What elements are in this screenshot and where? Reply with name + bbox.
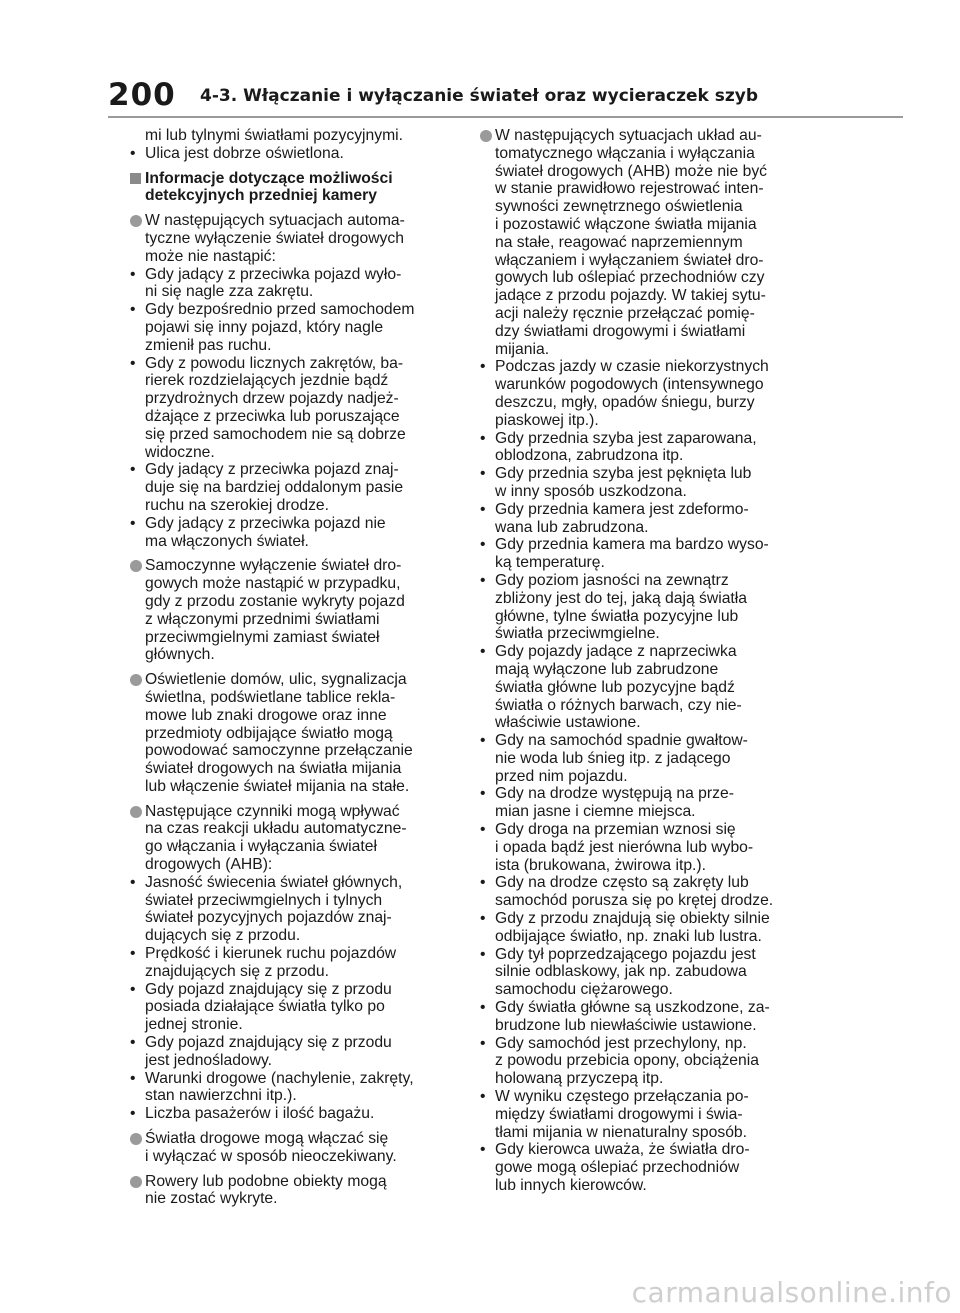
line-text: stan nawierzchni itp.). bbox=[145, 1087, 297, 1105]
line-text: wana lub zabrudzona. bbox=[495, 518, 649, 536]
text-line bbox=[480, 981, 810, 999]
text-line bbox=[480, 269, 810, 287]
line-text: Gdy droga na przemian wznosi się bbox=[495, 821, 736, 839]
text-line bbox=[130, 479, 455, 497]
line-text: Gdy samochód jest przechylony, np. bbox=[495, 1034, 747, 1052]
bullet-item bbox=[480, 999, 810, 1017]
text-line bbox=[480, 839, 810, 857]
line-text: Gdy przednia kamera jest zdeformo- bbox=[495, 500, 749, 518]
line-text: świateł drogowych (AHB) może nie być bbox=[495, 162, 768, 180]
line-text: z powodu przebicia opony, obciążenia bbox=[495, 1052, 759, 1070]
text-line bbox=[130, 593, 455, 611]
text-line bbox=[130, 838, 455, 856]
bullet-item bbox=[480, 910, 810, 928]
line-text: Następujące czynniki mogą wpływać bbox=[145, 802, 400, 820]
text-line bbox=[480, 857, 810, 875]
text-line bbox=[130, 319, 455, 337]
text-line bbox=[130, 707, 455, 725]
text-line bbox=[480, 519, 810, 537]
line-text: główne, tylne światła pozycyjne lub bbox=[495, 607, 739, 625]
line-text: mijania. bbox=[495, 340, 550, 358]
text-line bbox=[480, 447, 810, 465]
line-text: Ulica jest dobrze oświetlona. bbox=[145, 144, 344, 162]
bullet-item bbox=[480, 874, 810, 892]
circle-bullet-icon bbox=[130, 1133, 142, 1145]
line-text: Gdy poziom jasności na zewnątrz bbox=[495, 571, 729, 589]
line-text: w stanie prawidłowo rejestrować inten- bbox=[495, 180, 764, 198]
text-line bbox=[480, 697, 810, 715]
text-line bbox=[130, 856, 455, 874]
bullet-item bbox=[480, 785, 810, 803]
header-divider bbox=[108, 116, 903, 118]
text-line bbox=[480, 198, 810, 216]
bullet-item bbox=[480, 358, 810, 376]
note-item bbox=[130, 1130, 455, 1148]
line-text: dzy światłami drogowymi i światłami bbox=[495, 322, 746, 340]
text-line bbox=[480, 554, 810, 572]
text-line bbox=[480, 1017, 810, 1035]
bullet-item bbox=[130, 515, 455, 533]
line-text: rierek rozdzielających jezdnie bądź bbox=[145, 372, 389, 390]
line-text: powodować samoczynne przełączanie bbox=[145, 742, 413, 760]
text-line bbox=[130, 390, 455, 408]
text-line bbox=[480, 341, 810, 359]
line-text: gowych może nastąpić w przypadku, bbox=[145, 575, 401, 593]
text-line bbox=[130, 575, 455, 593]
line-text: duje się na bardziej oddalonym pasie bbox=[145, 479, 404, 497]
bullet-item bbox=[480, 501, 810, 519]
text-line bbox=[480, 394, 810, 412]
line-text: nie zostać wykryte. bbox=[145, 1190, 278, 1208]
text-line bbox=[480, 1106, 810, 1124]
line-text: Informacje dotyczące możliwości bbox=[145, 169, 393, 187]
line-text: światła główne lub pozycyjne bądź bbox=[495, 678, 735, 696]
circle-bullet-icon bbox=[130, 215, 142, 227]
text-line bbox=[480, 1124, 810, 1142]
text-line bbox=[480, 483, 810, 501]
line-text: mi lub tylnymi światłami pozycyjnymi. bbox=[145, 127, 404, 144]
text-line bbox=[130, 1148, 455, 1166]
line-text: Gdy na drodze często są zakręty lub bbox=[495, 874, 749, 892]
line-text: jadące z przodu pojazdy. W takiej sytu- bbox=[495, 287, 766, 305]
text-line bbox=[130, 998, 455, 1016]
line-text: pojawi się inny pojazd, który nagle bbox=[145, 318, 384, 336]
text-line bbox=[480, 1159, 810, 1177]
text-line bbox=[130, 426, 455, 444]
bullet-item bbox=[480, 465, 810, 483]
text-line bbox=[480, 803, 810, 821]
bullet-item bbox=[130, 301, 455, 319]
line-text: W następujących sytuacjach układ au- bbox=[495, 127, 762, 144]
text-line bbox=[480, 1177, 810, 1195]
text-line bbox=[480, 963, 810, 981]
note-item bbox=[130, 1173, 455, 1191]
text-line bbox=[480, 608, 810, 626]
line-text: Oświetlenie domów, ulic, sygnalizacja bbox=[145, 671, 407, 689]
text-line bbox=[130, 778, 455, 796]
line-text: gdy z przodu zostanie wykryty pojazd bbox=[145, 592, 405, 610]
bullet-item bbox=[480, 536, 810, 554]
line-text: warunków pogodowych (intensywnego bbox=[495, 376, 764, 394]
line-text: i opada bądź jest nierówna lub wybo- bbox=[495, 838, 754, 856]
line-text: Podczas jazdy w czasie niekorzystnych bbox=[495, 358, 769, 376]
line-text: Gdy tył poprzedzającego pojazdu jest bbox=[495, 945, 756, 963]
line-text: Gdy jadący z przeciwka pojazd znaj- bbox=[145, 461, 399, 479]
line-text: między światłami drogowymi i świa- bbox=[495, 1105, 743, 1123]
text-line bbox=[130, 927, 455, 945]
line-text: posiada działające światła tylko po bbox=[145, 998, 385, 1016]
line-text: dujących się z przodu. bbox=[145, 927, 301, 945]
bullet-item bbox=[130, 981, 455, 999]
line-text: Gdy na samochód spadnie gwałtow- bbox=[495, 732, 748, 750]
text-line bbox=[130, 497, 455, 515]
text-line bbox=[480, 1052, 810, 1070]
line-text: Gdy pojazdy jadące z naprzeciwka bbox=[495, 643, 737, 661]
line-text: Gdy z powodu licznych zakrętów, ba- bbox=[145, 354, 404, 372]
line-text: lub włączenie świateł mijania na stałe. bbox=[145, 777, 410, 795]
line-text: Gdy bezpośrednio przed samochodem bbox=[145, 301, 415, 319]
bullet-item bbox=[480, 1141, 810, 1159]
text-line bbox=[130, 820, 455, 838]
circle-bullet-icon bbox=[130, 806, 142, 818]
text-line bbox=[480, 1070, 810, 1088]
line-text: mian jasne i ciemne miejsca. bbox=[495, 803, 696, 821]
text-line bbox=[130, 1052, 455, 1070]
text-line bbox=[480, 323, 810, 341]
text-line bbox=[130, 444, 455, 462]
bullet-item bbox=[480, 643, 810, 661]
text-line bbox=[130, 909, 455, 927]
line-text: oblodzona, zabrudzona itp. bbox=[495, 447, 684, 465]
section-heading-line bbox=[130, 187, 455, 205]
text-line bbox=[480, 234, 810, 252]
bullet-item bbox=[130, 461, 455, 479]
line-text: gowe mogą oślepiać przechodniów bbox=[495, 1159, 740, 1177]
left-column bbox=[130, 127, 455, 1208]
text-line bbox=[130, 689, 455, 707]
line-text: silnie odblaskowy, jak np. zabudowa bbox=[495, 963, 747, 981]
line-text: Gdy światła główne są uszkodzone, za- bbox=[495, 999, 770, 1017]
text-line bbox=[480, 928, 810, 946]
line-text: światła przeciwmgielne. bbox=[495, 625, 660, 643]
line-text: Gdy na drodze występują na prze- bbox=[495, 785, 734, 803]
line-text: i pozostawić włączone światła mijania bbox=[495, 215, 757, 233]
text-line bbox=[130, 127, 455, 145]
line-text: może nie nastąpić: bbox=[145, 247, 276, 265]
page-header bbox=[108, 78, 908, 118]
line-text: przed nim pojazdu. bbox=[495, 767, 628, 785]
line-text: zbliżony jest do tej, jaką dają światła bbox=[495, 589, 748, 607]
line-text: Gdy przednia szyba jest pęknięta lub bbox=[495, 465, 752, 483]
line-text: ką temperaturę. bbox=[495, 554, 605, 572]
line-text: Gdy z przodu znajdują się obiekty silnie bbox=[495, 910, 770, 928]
section-heading bbox=[130, 170, 455, 188]
line-text: światła o różnych barwach, czy nie- bbox=[495, 696, 742, 714]
bullet-item bbox=[130, 1070, 455, 1088]
circle-bullet-icon bbox=[480, 130, 492, 142]
text-line bbox=[130, 611, 455, 629]
text-line bbox=[130, 408, 455, 426]
note-item bbox=[130, 557, 455, 575]
text-line bbox=[130, 629, 455, 647]
line-text: przydrożnych drzew pojazdy nadjeż- bbox=[145, 390, 399, 408]
line-text: Samoczynne wyłączenie świateł dro- bbox=[145, 557, 402, 575]
bullet-item bbox=[480, 1035, 810, 1053]
bullet-item bbox=[480, 572, 810, 590]
line-text: znajdujących się z przodu. bbox=[145, 962, 329, 980]
square-bullet-icon bbox=[130, 173, 141, 184]
line-text: świateł pozycyjnych pojazdów znaj- bbox=[145, 909, 392, 927]
text-line bbox=[130, 646, 455, 664]
bullet-item bbox=[480, 946, 810, 964]
line-text: się przed samochodem nie są dobrze bbox=[145, 425, 406, 443]
line-text: Jasność świecenia świateł głównych, bbox=[145, 873, 403, 891]
bullet-item bbox=[130, 945, 455, 963]
line-text: Gdy jadący z przeciwka pojazd nie bbox=[145, 514, 386, 532]
text-line bbox=[480, 714, 810, 732]
text-line bbox=[480, 252, 810, 270]
line-text: brudzone lub niewłaściwie ustawione. bbox=[495, 1016, 757, 1034]
text-line bbox=[480, 768, 810, 786]
line-text: gowych lub oślepiać przechodniów czy bbox=[495, 269, 765, 287]
line-text: lub innych kierowców. bbox=[495, 1177, 647, 1195]
bullet-item bbox=[130, 1034, 455, 1052]
text-line bbox=[130, 372, 455, 390]
line-text: świateł przeciwmgielnych i tylnych bbox=[145, 891, 383, 909]
line-text: Gdy kierowca uważa, że światła dro- bbox=[495, 1141, 750, 1159]
circle-bullet-icon bbox=[130, 560, 142, 572]
line-text: detekcyjnych przedniej kamery bbox=[145, 187, 377, 205]
line-text: przeciwmgielnymi zamiast świateł bbox=[145, 628, 380, 646]
line-text: drogowych (AHB): bbox=[145, 856, 273, 874]
text-line bbox=[130, 533, 455, 551]
page-number: 200 bbox=[108, 77, 176, 113]
line-text: tłami mijania w nienaturalny sposób. bbox=[495, 1123, 747, 1141]
line-text: Prędkość i kierunek ruchu pojazdów bbox=[145, 945, 397, 963]
text-line bbox=[130, 892, 455, 910]
line-text: dżające z przeciwka lub poruszające bbox=[145, 407, 400, 425]
text-line bbox=[480, 376, 810, 394]
line-text: W wyniku częstego przełączania po- bbox=[495, 1088, 749, 1106]
line-text: acji należy ręcznie przełączać pomię- bbox=[495, 304, 755, 322]
text-line bbox=[480, 216, 810, 234]
text-line bbox=[480, 625, 810, 643]
bullet-item bbox=[480, 1088, 810, 1106]
text-line bbox=[130, 1087, 455, 1105]
bullet-item bbox=[130, 874, 455, 892]
text-line bbox=[130, 725, 455, 743]
line-text: głównych. bbox=[145, 646, 215, 664]
text-line bbox=[130, 1016, 455, 1034]
line-text: Gdy przednia kamera ma bardzo wyso- bbox=[495, 536, 769, 554]
circle-bullet-icon bbox=[130, 674, 142, 686]
text-line bbox=[480, 180, 810, 198]
text-line bbox=[130, 963, 455, 981]
line-text: Światła drogowe mogą włączać się bbox=[145, 1130, 389, 1148]
text-line bbox=[130, 230, 455, 248]
watermark: carmanualsonline.info bbox=[631, 1276, 952, 1309]
text-line bbox=[480, 145, 810, 163]
note-item bbox=[480, 127, 810, 145]
text-line bbox=[130, 760, 455, 778]
note-item bbox=[130, 803, 455, 821]
line-text: świetlna, podświetlane tablice rekla- bbox=[145, 688, 396, 706]
chapter-title: 4-3. Włączanie i wyłączanie świateł oraz wycieraczek szyb bbox=[200, 86, 758, 106]
text-line bbox=[480, 287, 810, 305]
bullet-item bbox=[130, 145, 455, 163]
text-line bbox=[480, 892, 810, 910]
line-text: tomatycznego włączania i wyłączania bbox=[495, 144, 755, 162]
text-line bbox=[130, 1190, 455, 1208]
text-line bbox=[480, 305, 810, 323]
bullet-item bbox=[130, 266, 455, 284]
text-line bbox=[480, 163, 810, 181]
line-text: piaskowej itp.). bbox=[495, 411, 599, 429]
line-text: Gdy przednia szyba jest zaparowana, bbox=[495, 429, 757, 447]
line-text: właściwie ustawione. bbox=[495, 714, 641, 732]
line-text: ni się nagle zza zakrętu. bbox=[145, 283, 314, 301]
text-line bbox=[480, 412, 810, 430]
line-text: ista (brukowana, żwirowa itp.). bbox=[495, 856, 706, 874]
line-text: i wyłączać w sposób nieoczekiwany. bbox=[145, 1147, 397, 1165]
line-text: Rowery lub podobne obiekty mogą bbox=[145, 1172, 387, 1190]
note-item bbox=[130, 671, 455, 689]
text-line bbox=[130, 742, 455, 760]
circle-bullet-icon bbox=[130, 1176, 142, 1188]
bullet-item bbox=[480, 430, 810, 448]
line-text: mają wyłączone lub zabrudzone bbox=[495, 660, 719, 678]
text-line bbox=[130, 337, 455, 355]
line-text: włączaniem i wyłączaniem świateł dro- bbox=[495, 251, 764, 269]
line-text: w inny sposób uszkodzona. bbox=[495, 482, 687, 500]
line-text: samochód porusza się po krętej drodze. bbox=[495, 892, 774, 910]
line-text: tyczne wyłączenie świateł drogowych bbox=[145, 229, 404, 247]
line-text: odbijające światło, np. znaki lub lustra. bbox=[495, 927, 762, 945]
line-text: sywności zewnętrznego oświetlenia bbox=[495, 198, 743, 216]
line-text: W następujących sytuacjach automa- bbox=[145, 212, 405, 230]
line-text: Gdy jadący z przeciwka pojazd wyło- bbox=[145, 265, 402, 283]
text-line bbox=[480, 661, 810, 679]
line-text: jest jednośladowy. bbox=[145, 1051, 273, 1069]
line-text: holowaną przyczepą itp. bbox=[495, 1070, 664, 1088]
line-text: przedmioty odbijające światło mogą bbox=[145, 724, 393, 742]
line-text: widoczne. bbox=[145, 443, 215, 461]
line-text: samochodu ciężarowego. bbox=[495, 981, 673, 999]
line-text: Liczba pasażerów i ilość bagażu. bbox=[145, 1105, 375, 1123]
bullet-item bbox=[480, 821, 810, 839]
line-text: na czas reakcji układu automatyczne- bbox=[145, 820, 407, 838]
bullet-item bbox=[480, 732, 810, 750]
line-text: świateł drogowych na światła mijania bbox=[145, 760, 402, 778]
bullet-item bbox=[130, 355, 455, 373]
text-line bbox=[480, 590, 810, 608]
line-text: mowe lub znaki drogowe oraz inne bbox=[145, 706, 387, 724]
line-text: zmienił pas ruchu. bbox=[145, 336, 272, 354]
text-line bbox=[480, 679, 810, 697]
line-text: z włączonymi przednimi światłami bbox=[145, 610, 380, 628]
text-line bbox=[130, 248, 455, 266]
text-line bbox=[130, 283, 455, 301]
line-text: deszczu, mgły, opadów śniegu, burzy bbox=[495, 393, 755, 411]
text-line bbox=[480, 750, 810, 768]
right-column bbox=[480, 127, 810, 1195]
line-text: nie woda lub śnieg itp. z jadącego bbox=[495, 749, 731, 767]
line-text: go włączania i wyłączania świateł bbox=[145, 838, 377, 856]
bullet-item bbox=[130, 1105, 455, 1123]
line-text: Gdy pojazd znajdujący się z przodu bbox=[145, 980, 392, 998]
line-text: ruchu na szerokiej drodze. bbox=[145, 496, 329, 514]
line-text: jednej stronie. bbox=[145, 1016, 243, 1034]
note-item bbox=[130, 212, 455, 230]
line-text: ma włączonych świateł. bbox=[145, 532, 309, 550]
line-text: na stałe, reagować naprzemiennym bbox=[495, 233, 743, 251]
line-text: Gdy pojazd znajdujący się z przodu bbox=[145, 1034, 392, 1052]
line-text: Warunki drogowe (nachylenie, zakręty, bbox=[145, 1069, 414, 1087]
